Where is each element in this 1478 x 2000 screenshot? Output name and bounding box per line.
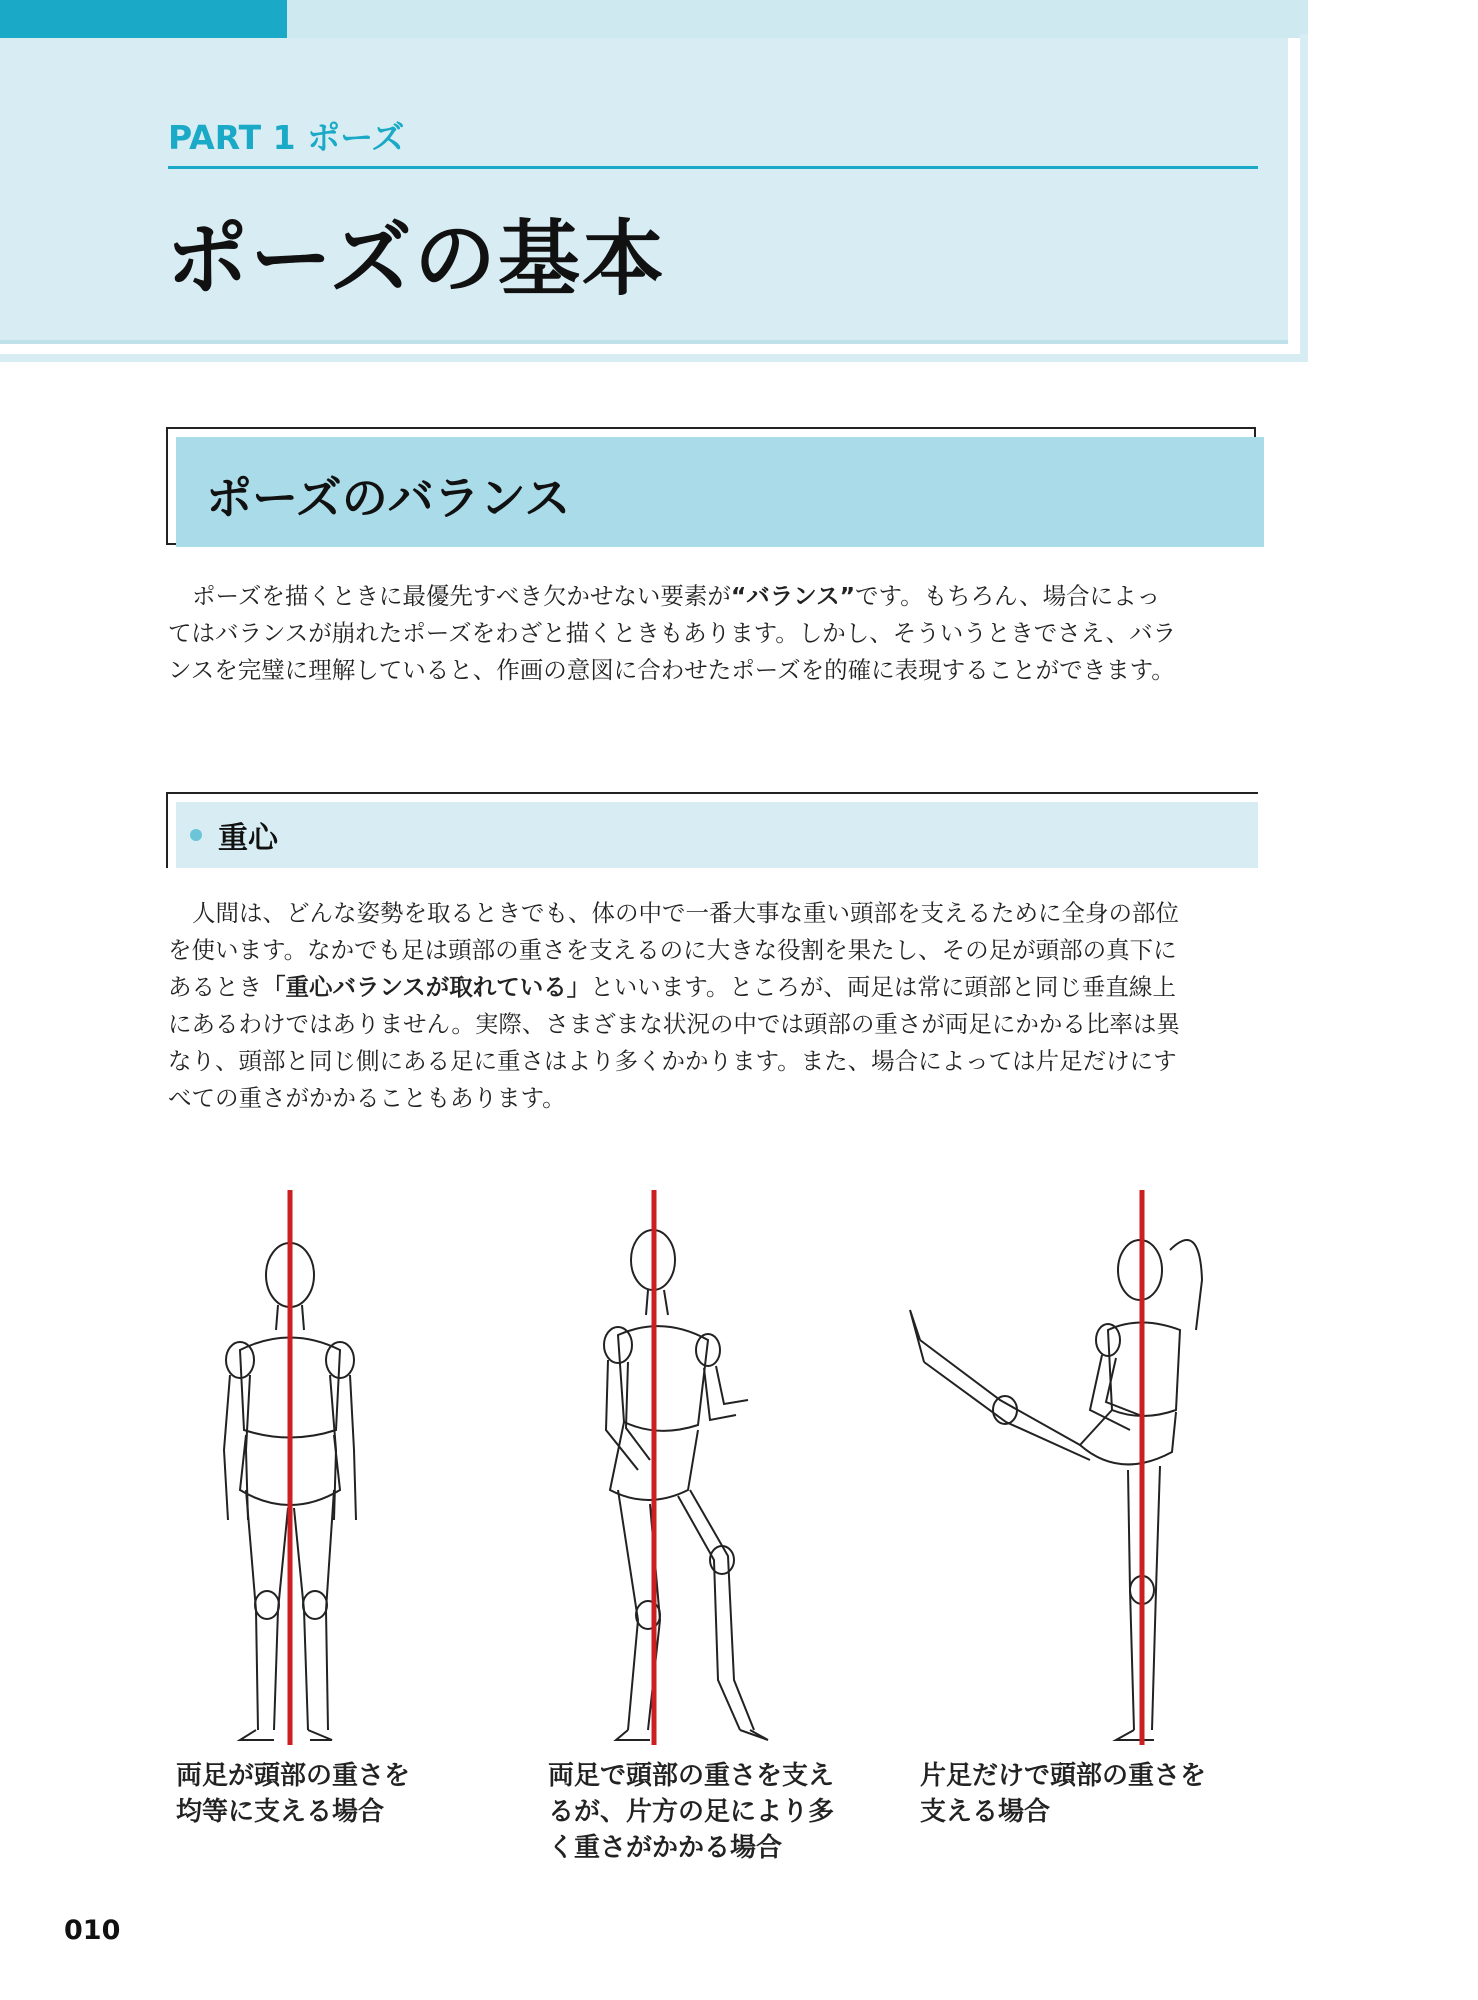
body-line-2: を使います。なかでも足は頭部の重さを支えるのに大きな役割を果たし、その足が頭部の真下に: [168, 936, 1177, 964]
caption-line: 均等に支える場合: [176, 1797, 385, 1827]
keyword-center-balance: 「重心バランスが取れている」: [262, 973, 591, 1001]
page-title: ポーズの基本: [166, 212, 666, 307]
caption-line: 支える場合: [920, 1797, 1051, 1827]
intro-line-1: [168, 578, 1260, 615]
subsection-fill: [176, 802, 1258, 868]
body-line-1: 人間は、どんな姿勢を取るときでも、体の中で一番大事な重い頭部を支えるために全身の部位: [192, 899, 1179, 927]
bullet-dot-icon: [190, 829, 202, 841]
keyword-balance: “バランス”: [730, 582, 856, 610]
part-label: PART 1 ポーズ: [168, 118, 405, 157]
body-text: あるとき: [168, 973, 262, 1001]
caption-line: るが、片方の足により多: [548, 1797, 835, 1827]
subsection-title: 重心: [218, 821, 278, 856]
mannequin-one-leg-illustration: [880, 1190, 1240, 1745]
intro-paragraph: [168, 578, 1260, 689]
caption-line: 両足が頭部の重さを: [176, 1761, 411, 1791]
body-line-6: べての重さがかかることもあります。: [168, 1084, 566, 1112]
body-paragraph: [168, 895, 1260, 1117]
body-line-5: なり、頭部と同じ側にある足に重さはより多くかかります。また、場合によっては片足だけにす: [168, 1047, 1177, 1075]
section-title: ポーズのバランス: [206, 471, 571, 525]
page-number: 010: [64, 1915, 121, 1946]
figure-caption-3: [920, 1758, 1206, 1830]
intro-line-3: ンスを完璧に理解していると、作画の意図に合わせたポーズを的確に表現することができます。: [168, 656, 1175, 684]
caption-line: 片足だけで頭部の重さを: [920, 1761, 1207, 1791]
caption-line: 両足で頭部の重さを支え: [548, 1761, 835, 1791]
mannequin-even-illustration: [150, 1190, 510, 1745]
figure-one-leg-stance: [880, 1190, 1240, 1745]
caption-line: く重さがかかる場合: [548, 1833, 783, 1863]
body-text: といいます。ところが、両足は常に頭部と同じ垂直線上: [590, 973, 1176, 1001]
part-divider: [168, 166, 1258, 169]
intro-line-2: てはバランスが崩れたポーズをわざと描くときもあります。しかし、そういうときでさえ、バラ: [168, 619, 1177, 647]
figure-caption-1: [176, 1758, 410, 1830]
top-bar-accent: [0, 0, 287, 38]
figure-caption-2: [548, 1758, 834, 1866]
figure-shifted-stance: [478, 1190, 838, 1745]
body-line-3: [168, 969, 1260, 1006]
intro-text: です。もちろん、場合によっ: [855, 582, 1161, 610]
intro-text: ポーズを描くときに最優先すべき欠かせない要素が: [192, 582, 731, 610]
body-line-4: にあるわけではありません。実際、さまざまな状況の中では頭部の重さが両足にかかる比率は異: [168, 1010, 1180, 1038]
mannequin-shifted-illustration: [478, 1190, 838, 1745]
figure-even-stance: [150, 1190, 510, 1745]
